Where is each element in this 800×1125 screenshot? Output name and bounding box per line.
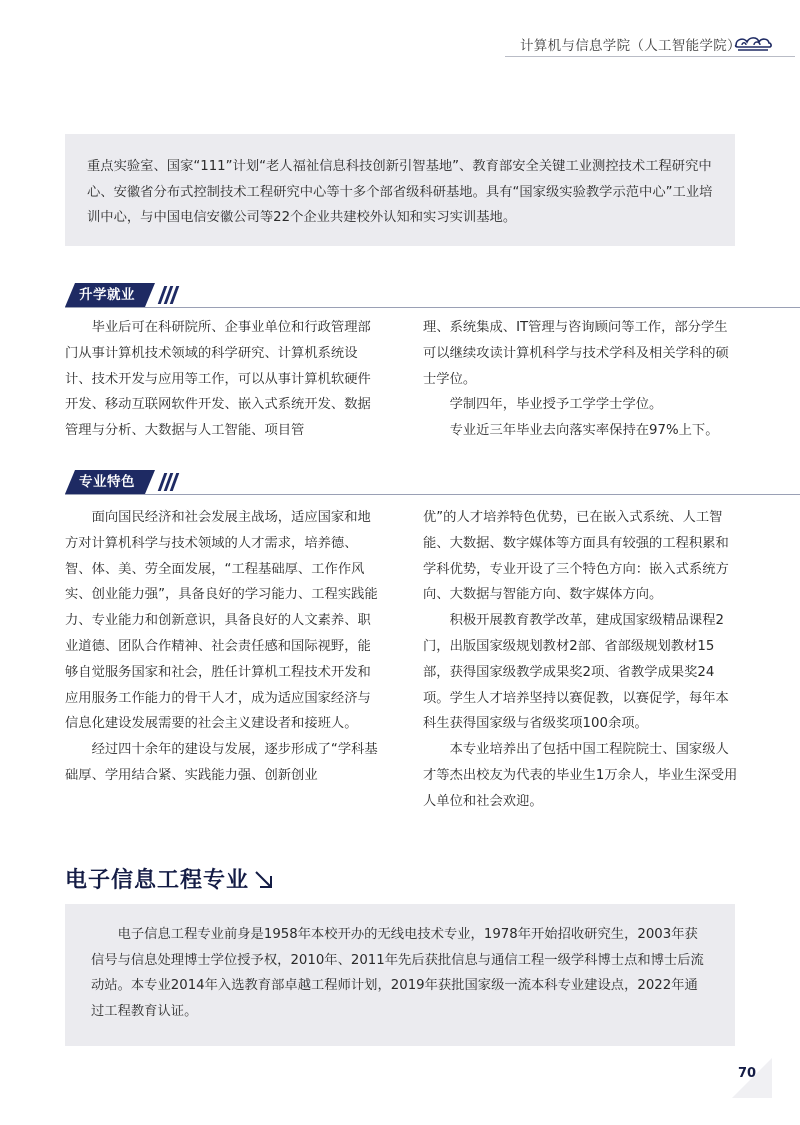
paragraph: 毕业后可在科研院所、企事业单位和行政管理部门从事计算机技术领域的科学研究、计算机系统设计、技术开发与应用等工作，可以从事计算机软硬件开发、移动互联网软件开发、嵌入式系统开发、数据管理与分析、大数据与人工智能、项目管 bbox=[65, 320, 371, 439]
paragraph: 本专业培养出了包括中国工程院院士、国家级人才等杰出校友为代表的毕业生1万余人，毕业生深受用人单位和社会欢迎。 bbox=[423, 742, 738, 809]
arrow-down-right-icon bbox=[253, 869, 275, 891]
intro-box bbox=[65, 134, 735, 246]
paragraph: 经过四十余年的建设与发展，逐步形成了“学科基础厚、学用结合紧、实践能力强、创新创业 bbox=[65, 742, 378, 783]
section-rule bbox=[65, 494, 800, 495]
electronic-box bbox=[65, 904, 735, 1046]
cloud-ornament-icon bbox=[734, 33, 774, 53]
section-tag-employment bbox=[65, 283, 800, 307]
paragraph: 优”的人才培养特色优势，已在嵌入式系统、人工智能、大数据、数字媒体等方面具有较强的工程积累和学科优势，专业开设了三个特色方向：嵌入式系统方向、大数据与智能方向、数字媒体方向。 bbox=[423, 510, 729, 603]
features-right-column bbox=[423, 505, 739, 815]
paragraph: 积极开展教育教学改革，建成国家级精品课程2门，出版国家级规划教材2部、省部级规划教材15部，获得国家级教学成果奖2项、省教学成果奖24项。学生人才培养坚持以赛促教，以赛促学，每年本科生获得国家级与省级奖项100余项。 bbox=[423, 613, 729, 732]
paragraph: 面向国民经济和社会发展主战场，适应国家和地方对计算机科学与技术领域的人才需求，培养德、智、体、美、劳全面发展，“工程基础厚、工作作风实、创业能力强”，具备良好的学习能力、工程实践能力、专业能力和创新意识，具备良好的人文素养、职业道德、团队合作精神、社会责任感和国际视野，能够自觉服务国家和社会，胜任计算机工程技术开发和应用服务工作能力的骨干人才，成为适应国家经济与信息化建设发展需要的社会主义建设者和接班人。 bbox=[65, 510, 378, 732]
paragraph: 理、系统集成、IT管理与咨询顾问等工作，部分学生可以继续攻读计算机科学与技术学科及相关学科的硕士学位。 bbox=[423, 320, 729, 387]
page-number: 70 bbox=[738, 1066, 757, 1081]
running-header-title: 计算机与信息学院（人工智能学院） bbox=[520, 38, 741, 54]
tag-label: 升学就业 bbox=[79, 287, 135, 303]
section-tag-features bbox=[65, 470, 800, 494]
section-heading: 电子信息工程专业 bbox=[65, 868, 250, 893]
employment-right-column bbox=[423, 315, 739, 444]
intro-text: 重点实验室、国家“111”计划“老人福祉信息科技创新引智基地”、教育部安全关键工业测控技术工程研究中心、安徽省分布式控制技术工程研究中心等十多个部省级科研基地。具有“国家级实验教学示范中心”工业培训中心，与中国电信安徽公司等22个企业共建校外认知和实习实训基地。 bbox=[87, 159, 713, 225]
paragraph: 学制四年，毕业授予工学学士学位。 bbox=[449, 397, 663, 413]
tag-label: 专业特色 bbox=[79, 474, 135, 490]
header-rule bbox=[505, 56, 795, 57]
paragraph: 专业近三年毕业去向落实率保持在97%上下。 bbox=[449, 423, 719, 439]
electronic-text: 电子信息工程专业前身是1958年本校开办的无线电技术专业，1978年开始招收研究生，2003年获信号与信息处理博士学位授予权，2010年、2011年先后获批信息与通信工程一级学科博士点和博士后流动站。本专业2014年入选教育部卓越工程师计划，2019年获批国家级一流本科专业建设点，2022年通过工程教育认证。 bbox=[91, 927, 704, 1019]
employment-left-column bbox=[65, 315, 381, 444]
features-left-column bbox=[65, 505, 381, 789]
section-rule bbox=[65, 307, 800, 308]
